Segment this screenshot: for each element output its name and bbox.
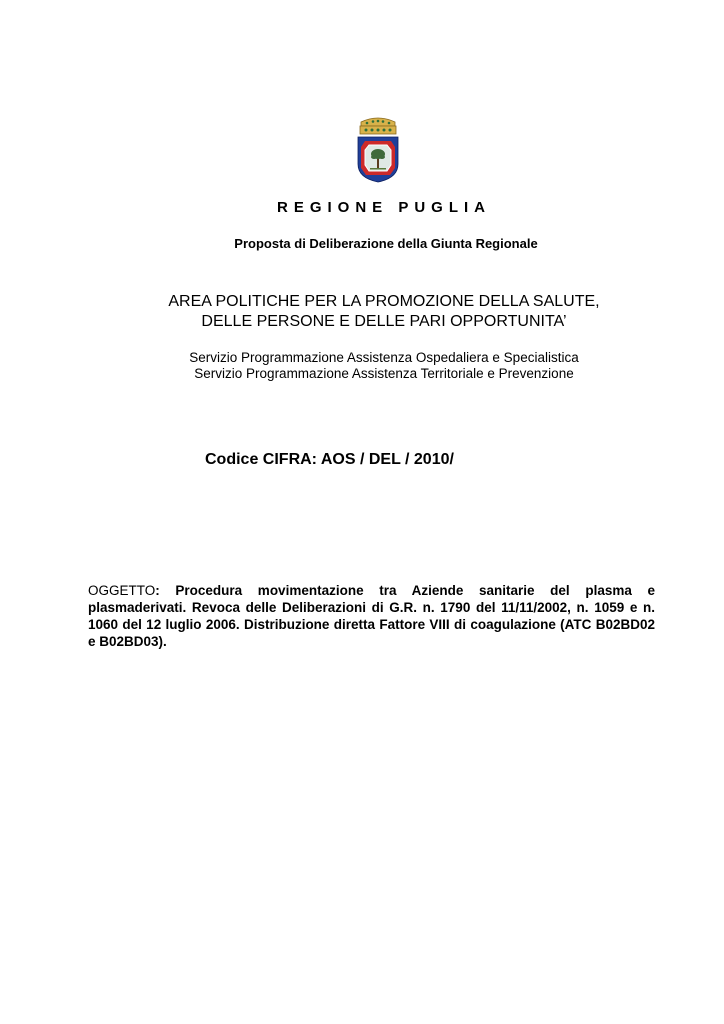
- cifra-code: Codice CIFRA: AOS / DEL / 2010/: [205, 451, 454, 468]
- regione-puglia-coat-of-arms-icon: [355, 114, 401, 184]
- services-block: [0, 350, 724, 382]
- service-line-2: Servizio Programmazione Assistenza Territoriale e Prevenzione: [194, 366, 574, 381]
- area-heading: [0, 292, 724, 332]
- area-line-2: DELLE PERSONE E DELLE PARI OPPORTUNITA’: [201, 313, 567, 330]
- proposal-heading: Proposta di Deliberazione della Giunta Regionale: [234, 236, 538, 251]
- region-title: REGIONE PUGLIA: [276, 199, 491, 216]
- service-line-1: Servizio Programmazione Assistenza Ospedaliera e Specialistica: [189, 350, 579, 365]
- area-line-1: AREA POLITICHE PER LA PROMOZIONE DELLA SALUTE,: [168, 293, 600, 310]
- subject-paragraph: [88, 582, 655, 650]
- subject-label: OGGETTO: [88, 583, 156, 598]
- subject-text: : Procedura movimentazione tra Aziende sanitarie del plasma e plasmaderivati. Revoca delle Deliberazioni di G.R. n. 1790 del 11/11/2002, n. 1059 e n. 1060 del 12 luglio 2006. Distribuzione diretta Fattore VIII di coagulazione (ATC B02BD02 e B02BD03).: [88, 583, 655, 649]
